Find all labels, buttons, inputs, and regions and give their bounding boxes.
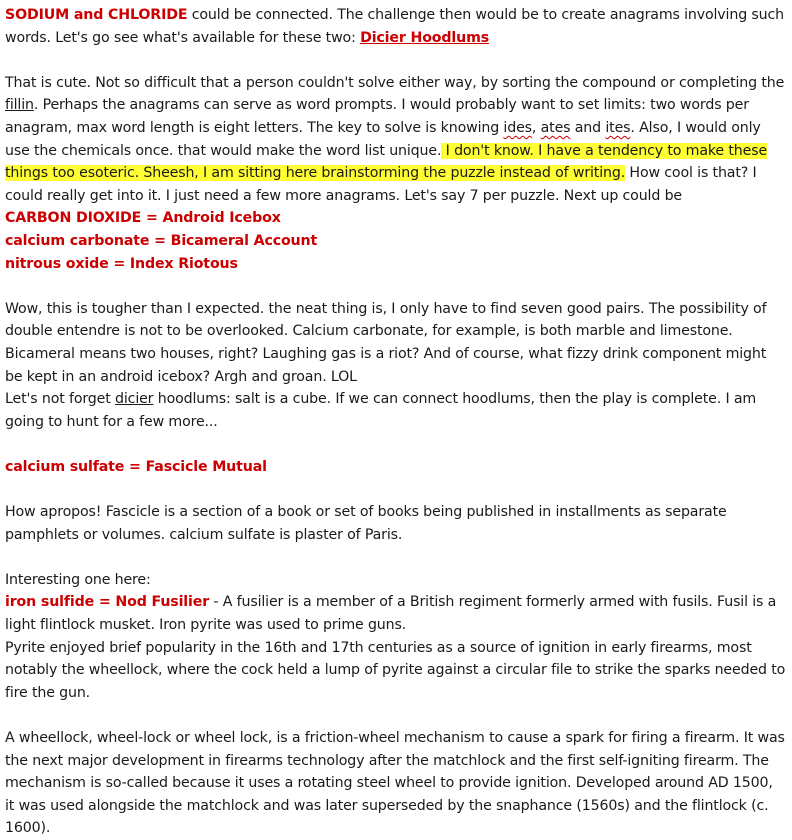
paragraph-dicier xyxy=(5,388,786,433)
paragraph-intro xyxy=(5,4,786,49)
anagram-pair: CARBON DIOXIDE = Android Icebox xyxy=(5,210,281,227)
paragraph-interesting: Interesting one here: xyxy=(5,571,151,588)
word-ites: ites xyxy=(605,119,631,136)
dicier-text-1: Let's not forget xyxy=(5,391,116,408)
fusilier-text: - A fusilier is a member of a British regiment formerly armed with fusils. Fusil is a light flintlock musket. Iron pyrite was used to prime guns. xyxy=(5,594,777,634)
paragraph-pyrite: Pyrite enjoyed brief popularity in the 16th and 17th centuries as a source of ignition in early firearms, most notably the wheellock, where the cock held a lump of pyrite against a circular file to strike the sparks needed to fire the gun. xyxy=(5,639,786,701)
word-ates: ates xyxy=(540,119,571,136)
word-dicier: dicier xyxy=(115,391,154,408)
paragraph-iron-sulfide xyxy=(5,591,786,636)
cute-text-4: and xyxy=(570,119,606,136)
blank-line xyxy=(5,433,786,456)
compound-sodium-chloride: SODIUM and CHLORIDE xyxy=(5,7,188,23)
cute-text-2: . Perhaps the anagrams can serve as word prompts. I would probably want to set limits: two words per anagram, max word length is eight letters. The key to solve is knowing xyxy=(5,97,749,136)
paragraph-apropos: How apropos! Fascicle is a section of a book or set of books being published in installments as separate pamphlets or volumes. calcium sulfate is plaster of Paris. xyxy=(5,504,727,543)
anagram-pair: nitrous oxide = Index Riotous xyxy=(5,255,238,272)
cute-text-5: . Also, I would only use the chemicals once. that would make the word list unique. xyxy=(5,119,761,159)
highlighted-text: I don't know. I have a tendency to make these things too esoteric. Sheesh, I am sitting here brainstorming the puzzle instead of writing. xyxy=(5,142,768,182)
cute-text-1: That is cute. Not so difficult that a person couldn't solve either way, by sorting the compound or completing the xyxy=(5,74,785,91)
blank-line xyxy=(5,275,786,298)
anagram-pair: calcium sulfate = Fascicle Mutual xyxy=(5,458,267,475)
cute-text-3: , xyxy=(531,119,541,136)
paragraph-tougher: Wow, this is tougher than I expected. the neat thing is, I only have to find seven good pairs. The possibility of double entendre is not to be overlooked. Calcium carbonate, for example, is both marble and limestone. Bicameral means two houses, right? Laughing gas is a riot? And of course, what fizzy drink component might be kept in an android icebox? Argh and groan. LOL xyxy=(5,300,767,385)
anagram-pair-iron-sulfide: iron sulfide = Nod Fusilier xyxy=(5,594,210,611)
blank-line xyxy=(5,704,786,727)
blank-line xyxy=(5,546,786,569)
paragraph-cute xyxy=(5,72,786,208)
word-fillin: fillin xyxy=(5,97,34,114)
blank-line xyxy=(5,49,786,72)
cute-text-6: How cool is that? I could really get into it. I just need a few more anagrams. Let's say 7 per puzzle. Next up could be xyxy=(5,165,757,204)
word-ides: ides xyxy=(503,119,532,136)
blank-line xyxy=(5,478,786,501)
intro-text: could be connected. The challenge then would be to create anagrams involving such words. Let's go see what's available for these two: xyxy=(5,7,784,46)
anagram-pair: calcium carbonate = Bicameral Account xyxy=(5,232,318,249)
anagram-dicier-hoodlums: Dicier Hoodlums xyxy=(360,29,489,46)
paragraph-wheellock: A wheellock, wheel-lock or wheel lock, is a friction-wheel mechanism to cause a spark for firing a firearm. It was the next major development in firearms technology after the matchlock and the first self-igniting firearm. The mechanism is so-called because it uses a rotating steel wheel to provide ignition. Developed around AD 1500, it was used alongside the matchlock and was later superseded by the snaphance (1560s) and the flintlock (c. 1600). xyxy=(5,730,785,837)
dicier-text-2: hoodlums: salt is a cube. If we can connect hoodlums, then the play is complete. I am going to hunt for a few more... xyxy=(5,391,757,430)
